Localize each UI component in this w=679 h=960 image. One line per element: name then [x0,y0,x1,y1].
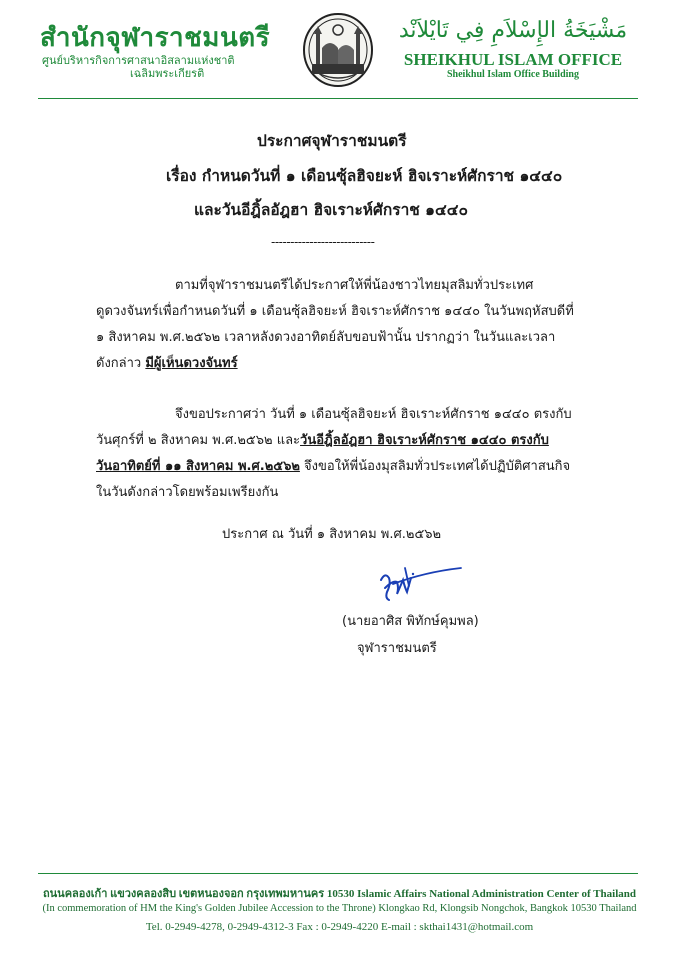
eid-date-emphasis: วันอีฎิ้ลอัฎฮา ฮิจเราะห์ศักราช ๑๔๔๐ ตรงกับ [300,433,549,448]
eid-day-emphasis: วันอาทิตย์ที่ ๑๑ สิงหาคม พ.ศ.๒๕๖๒ [96,459,300,474]
body-p2-line3 [96,454,570,479]
office-building-english: Sheikhul Islam Office Building [447,69,579,80]
announcement-date: ประกาศ ณ วันที่ ๑ สิงหาคม พ.ศ.๒๕๖๒ [222,527,442,542]
header-divider [38,98,638,99]
footer-commemoration-line: (In commemoration of HM the King's Golden Jubilee Accession to the Throne) Klongkao Rd, Klongsib Nongchok, Bangkok 10530 Thailand [42,903,637,914]
office-name-thai: สำนักจุฬาราชมนตรี [40,23,271,53]
signatory-title: จุฬาราชมนตรี [357,641,437,656]
title-line-1: ประกาศจุฬาราชมนตรี [257,132,407,150]
mosque-seal-icon [302,12,374,88]
body-p1-line4 [96,351,238,376]
office-name-english: SHEIKHUL ISLAM OFFICE [403,50,623,69]
header-english-block [388,14,638,81]
moon-sighted-emphasis: มีผู้เห็นดวงจันทร์ [145,356,238,371]
footer-contact-line: Tel. 0-2949-4278, 0-2949-4312-3 Fax : 0-2949-4220 E-mail : skthai1431@hotmail.com [145,921,534,933]
body-p2-line1: จึงขอประกาศว่า วันที่ ๑ เดือนซุ้ลฮิจยะห์ ฮิจเราะห์ศักราช ๑๔๔๐ ตรงกับ [175,407,572,422]
title-line-2: เรื่อง กำหนดวันที่ ๑ เดือนซุ้ลฮิจยะห์ ฮิจเราะห์ศักราช ๑๔๔๐ [166,167,563,185]
body-p2-line2 [96,428,549,453]
header-thai-block [40,22,290,80]
body-p1-line3: ๑ สิงหาคม พ.ศ.๒๕๖๒ เวลาหลังดวงอาทิตย์ลับขอบฟ้านั้น ปรากฏว่า ในวันและเวลา [96,330,556,345]
footer-address-line: ถนนคลองเก้า แขวงคลองสิบ เขตหนองจอก กรุงเทพมหานคร 10530 Islamic Affairs National Administration Center of Thailand [43,888,636,900]
footer-divider [38,873,638,874]
office-subtitle-thai: ศูนย์บริหารกิจการศาสนาอิสลามแห่งชาติ [42,54,235,67]
body-p1-line1: ตามที่จุฬาราชมนตรีได้ประกาศให้พี่น้องชาวไทยมุสลิมทั่วประเทศ [175,278,534,293]
signatory-name: (นายอาศิส พิทักษ์คุมพล) [342,614,479,629]
body-p2-line2-prefix: วันศุกร์ที่ ๒ สิงหาคม พ.ศ.๒๕๖๒ และ [96,433,301,448]
title-line-3: และวันอีฎิ้ลอัฎฮา ฮิจเราะห์ศักราช ๑๔๔๐ [194,201,468,219]
body-p1-line4-prefix: ดังกล่าว [96,356,146,371]
body-p2-line3-suffix: จึงขอให้พี่น้องมุสลิมทั่วประเทศได้ปฏิบัติศาสนกิจ [299,459,571,474]
body-p1-line2: ดูดวงจันทร์เพื่อกำหนดวันที่ ๑ เดือนซุ้ลฮิจยะห์ ฮิจเราะห์ศักราช ๑๔๔๐ ในวันพฤหัสบดีที่ [96,304,574,319]
title-divider: --------------------------- [271,235,375,249]
office-name-arabic: مَشْيَخَةُ الإِسْلاَمِ فِي تَايْلاَنْد [398,18,628,43]
handwritten-signature [375,558,465,608]
body-p2-line4: ในวันดังกล่าวโดยพร้อมเพรียงกัน [96,485,279,500]
office-subtitle-thai-2: เฉลิมพระเกียรติ [130,67,205,80]
